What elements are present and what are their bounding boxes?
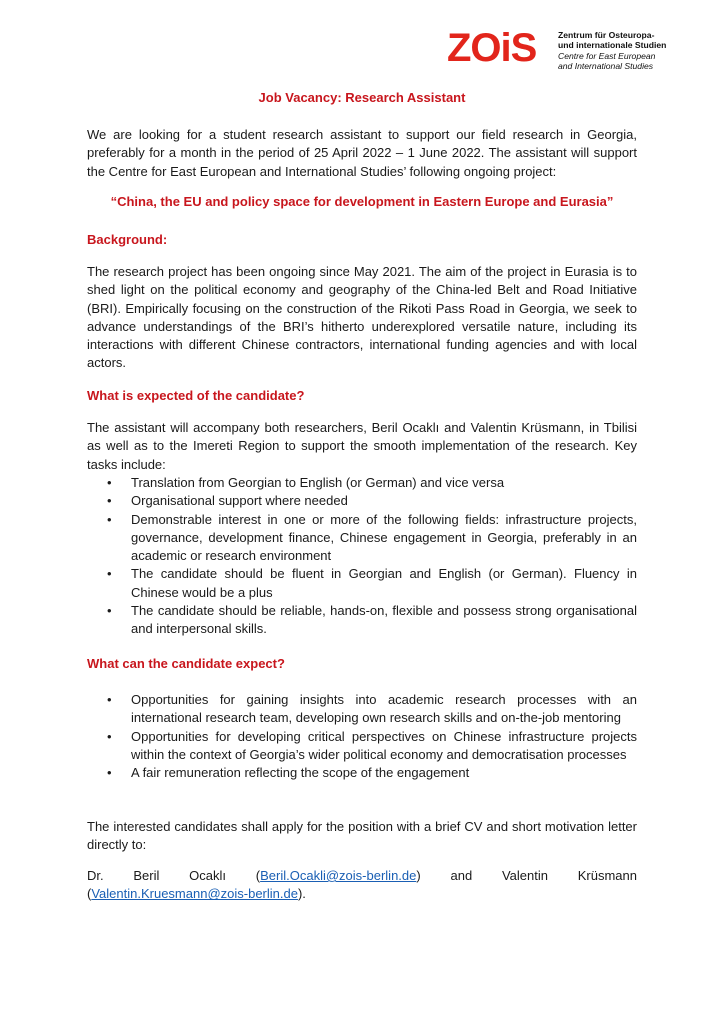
closing-punctuation: ). [297, 886, 306, 902]
list-item: • Translation from Georgian to English (or German) and vice versa [87, 474, 637, 492]
background-heading: Background: [87, 232, 168, 247]
offer-heading: What can the candidate expect? [87, 656, 285, 671]
logo-mark: ZOiS [447, 26, 537, 70]
expected-heading: What is expected of the candidate? [87, 388, 305, 403]
list-item: • A fair remuneration reflecting the scope of the engagement [87, 764, 637, 782]
task-list [87, 474, 637, 639]
contact-first-name-1: Beril [133, 868, 160, 883]
open-paren: ( [255, 868, 261, 883]
logo-line-2: und internationale Studien [558, 40, 667, 51]
list-item: • Opportunities for gaining insights into academic research processes with an international research team, developing own research skills and on-the-job mentoring [87, 691, 637, 728]
email-link-ocakli[interactable]: Beril.Ocakli@zois-berlin.de [260, 868, 417, 883]
email-link-kruesmann[interactable]: Valentin.Kruesmann@zois-berlin.de [91, 886, 298, 902]
list-item: • Organisational support where needed [87, 492, 637, 510]
contact-line-1 [87, 867, 637, 885]
contact-and: and [450, 868, 473, 883]
contact-last-name-2: Krüsmann [577, 868, 637, 883]
logo-line-4: and International Studies [558, 61, 654, 72]
list-item: • Demonstrable interest in one or more of the following fields: infrastructure projects, governance, development finance, Chinese engagement in Georgia, preferably in an academic or research environment [87, 511, 637, 566]
zois-logo [447, 26, 667, 76]
logo-line-1: Zentrum für Osteuropa- [558, 30, 655, 40]
contact-last-name-1: Ocaklı [189, 868, 227, 883]
logo-line-3: Centre for East European [558, 50, 656, 61]
list-item: • The candidate should be fluent in Georgian and English (or German). Fluency in Chinese would be a plus [87, 565, 637, 602]
intro-paragraph: We are looking for a student research assistant to support our field research in Georgia, preferably for a month in the period of 25 April 2022 – 1 June 2022. The assistant will support the Centre for East European and International Studies’ following ongoing project: [87, 127, 637, 179]
open-paren: ( [87, 886, 92, 902]
close-paren: ) [416, 868, 421, 883]
contact-email-1-wrap [256, 867, 421, 885]
contact-first-name-2: Valentin [501, 868, 548, 883]
contact-title: Dr. [87, 868, 104, 883]
contact-paragraph [87, 867, 637, 904]
apply-paragraph: The interested candidates shall apply for the position with a brief CV and short motivation letter directly to: [87, 819, 637, 853]
list-item: • Opportunities for developing critical perspectives on Chinese infrastructure projects within the context of Georgia’s wider political economy and democratisation processes [87, 728, 637, 765]
logo-text [558, 30, 666, 72]
expected-paragraph: The assistant will accompany both researchers, Beril Ocaklı and Valentin Krüsmann, in Tbilisi as well as to the Imereti Region to support the smooth implementation of the research. Key tasks include: [87, 420, 637, 472]
list-item: • The candidate should be reliable, hands-on, flexible and possess strong organisational and interpersonal skills. [87, 602, 637, 639]
background-paragraph: The research project has been ongoing since May 2021. The aim of the project in Eurasia is to shed light on the political economy and geography of the China-led Belt and Road Initiative (BRI). Empirically focusing on the construction of the Rikoti Pass Road in Georgia, we seek to advance understandings of the BRI’s hitherto underexplored versatile nature, including its interactions with different Chinese contractors, international funding agencies and with local actors. [87, 264, 637, 371]
page-title: Job Vacancy: Research Assistant [258, 90, 466, 105]
offer-list [87, 691, 637, 782]
project-title: “China, the EU and policy space for development in Eastern Europe and Eurasia” [110, 194, 614, 209]
contact-line-2 [87, 885, 637, 903]
